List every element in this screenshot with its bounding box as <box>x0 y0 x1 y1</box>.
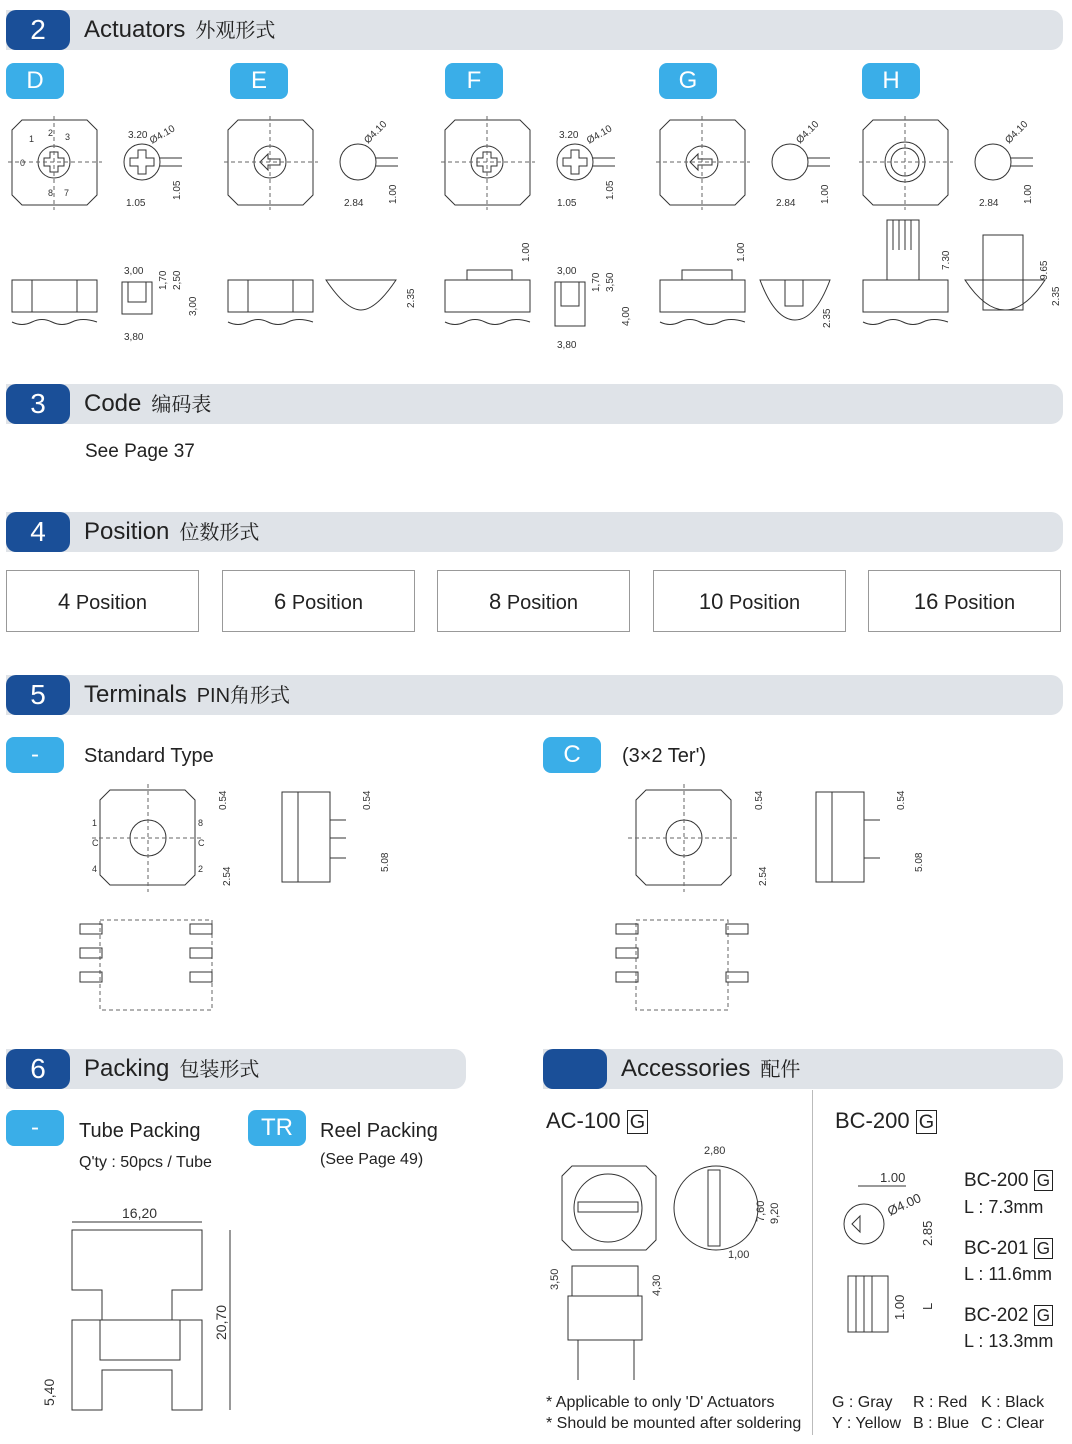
actuator-tag-h: H <box>862 63 920 99</box>
dial-digit: 8 <box>48 188 54 198</box>
dim-label: 3,00 <box>124 266 144 277</box>
dim-label: 0.54 <box>218 790 229 810</box>
pin-label: C <box>92 838 99 848</box>
dim-label: 3,50 <box>549 1268 561 1290</box>
bc-variant-201-length: L : 11.6mm <box>964 1264 1053 1284</box>
dim-label: 1.05 <box>172 180 183 200</box>
dim-label: 3.20 <box>559 130 579 141</box>
dim-label: 1.00 <box>880 1170 906 1185</box>
actuator-e-drawing <box>224 116 417 325</box>
dim-label: 1.00 <box>521 242 532 262</box>
packing-tag-tube: - <box>6 1110 64 1146</box>
dim-label: Ø4.10 <box>148 123 178 147</box>
section-title: Code 编码表 <box>84 390 212 417</box>
dim-label: 1.05 <box>126 198 146 209</box>
dim-label: 1.00 <box>892 1294 907 1320</box>
dim-label: 3.20 <box>128 130 148 141</box>
terminal-tag-c: C <box>543 737 601 773</box>
dim-label: 9.65 <box>1039 260 1050 280</box>
actuator-tag-e: E <box>230 63 288 99</box>
color-code: R : Red <box>913 1394 968 1411</box>
packing-note-tube: Q'ty : 50pcs / Tube <box>79 1154 212 1171</box>
dim-label: 1.00 <box>388 184 399 204</box>
dial-digit: 3 <box>65 132 71 142</box>
accessories-divider <box>812 1090 813 1435</box>
dim-label: 4,00 <box>621 306 632 326</box>
bc-variant-201: BC-201 G <box>964 1238 1053 1260</box>
dim-label: 1,00 <box>728 1249 750 1261</box>
color-code: Y : Yellow <box>832 1415 902 1432</box>
dim-label: 2.35 <box>822 308 833 328</box>
dial-digit: 1 <box>29 134 35 144</box>
position-option-16: 16 Position <box>868 570 1061 632</box>
terminal-c-drawing <box>616 784 925 1010</box>
bc-variant-202-length: L : 13.3mm <box>964 1331 1054 1351</box>
pin-label: 1 <box>92 818 98 828</box>
dim-label: 1.00 <box>736 242 747 262</box>
section-number: 6 <box>6 1049 70 1089</box>
actuator-drawings <box>0 110 1072 350</box>
actuator-d-drawing <box>8 116 199 343</box>
ac-drawing <box>546 1140 806 1390</box>
position-option-10: 10 Position <box>653 570 846 632</box>
section-number: 2 <box>6 10 70 50</box>
dim-label: 2.54 <box>222 866 233 886</box>
pin-label: 2 <box>198 864 204 874</box>
dim-label: 7.30 <box>941 250 952 270</box>
section-bar-packing <box>6 1049 466 1089</box>
section-bar-code <box>6 384 1063 424</box>
dim-label: 16,20 <box>122 1205 158 1221</box>
actuator-tag-f: F <box>445 63 503 99</box>
dim-label: 3,50 <box>605 272 616 292</box>
actuator-h-drawing <box>859 116 1062 325</box>
color-code: C : Clear <box>981 1415 1045 1432</box>
dim-label: 2,50 <box>172 270 183 290</box>
terminal-drawings <box>0 770 1072 1000</box>
dim-label: 1.00 <box>1023 184 1034 204</box>
section-bar-accessories <box>543 1049 1063 1089</box>
actuator-tag-g: G <box>659 63 717 99</box>
packing-note-reel: (See Page 49) <box>320 1151 424 1168</box>
dim-label: 7,60 <box>755 1200 767 1222</box>
terminal-standard-drawing <box>80 784 391 1010</box>
dim-label: 2,80 <box>704 1145 726 1157</box>
dim-label: 2.35 <box>406 288 417 308</box>
dim-label: 5.08 <box>914 852 925 872</box>
packing-label-tube: Tube Packing <box>79 1120 201 1142</box>
dim-label: 1.05 <box>605 180 616 200</box>
section-number: 5 <box>6 675 70 715</box>
ac-title: AC-100 G <box>546 1108 648 1134</box>
terminal-label-c: (3×2 Ter') <box>622 745 707 767</box>
dim-label: 2.84 <box>344 198 364 209</box>
dim-label: 0.54 <box>362 790 373 810</box>
dim-label: 2.84 <box>979 198 999 209</box>
section-number: 3 <box>6 384 70 424</box>
dim-label: 9,20 <box>769 1202 781 1224</box>
bc-variant-202: BC-202 G <box>964 1305 1053 1327</box>
position-option-4: 4 Position <box>6 570 199 632</box>
dim-label: 2.85 <box>920 1220 935 1246</box>
pin-label: C <box>198 838 205 848</box>
color-code: B : Blue <box>913 1415 970 1432</box>
dim-label: 1.00 <box>820 184 831 204</box>
actuator-g-drawing <box>656 116 833 328</box>
pin-label: 4 <box>92 864 98 874</box>
section-title: Accessories 配件 <box>621 1055 801 1082</box>
ac-note-1: * Applicable to only 'D' Actuators <box>546 1394 775 1411</box>
dim-label: Ø4.10 <box>585 123 615 147</box>
terminal-label-standard: Standard Type <box>84 745 214 767</box>
packing-tag-reel: TR <box>248 1110 306 1146</box>
pin-label: 8 <box>198 818 204 828</box>
dim-label: 2.84 <box>776 198 796 209</box>
dim-label: 3,00 <box>188 296 199 316</box>
tube-drawing <box>40 1200 280 1410</box>
dim-label: 3,80 <box>557 340 577 351</box>
section-title: Actuators 外观形式 <box>84 16 276 43</box>
section-title: Terminals PIN角形式 <box>84 681 291 708</box>
dial-digit: 2 <box>48 128 54 138</box>
position-option-8: 8 Position <box>437 570 630 632</box>
dim-label: 2.35 <box>1051 286 1062 306</box>
color-code: G : Gray <box>832 1394 893 1411</box>
dim-label: Ø4.10 <box>794 119 822 147</box>
dial-digit: 0 <box>20 158 26 168</box>
section-bar-actuators <box>6 10 1063 50</box>
dim-label: Ø4.10 <box>1003 119 1031 147</box>
dim-label: 20,70 <box>213 1304 229 1340</box>
dim-label: 0.54 <box>896 790 907 810</box>
dim-label: 0.54 <box>754 790 765 810</box>
bc-title: BC-200 G <box>835 1108 937 1134</box>
actuator-f-drawing <box>441 116 632 351</box>
dim-label: 4,30 <box>651 1274 663 1296</box>
dim-label: 3,00 <box>557 266 577 277</box>
dim-label: 2.54 <box>758 866 769 886</box>
dim-label: L <box>920 1302 935 1310</box>
section-title: Position 位数形式 <box>84 518 260 545</box>
dim-label: 1.05 <box>557 198 577 209</box>
section-bar-position <box>6 512 1063 552</box>
dim-label: 1,70 <box>591 272 602 292</box>
dial-digit: 7 <box>64 188 70 198</box>
section-number: 4 <box>6 512 70 552</box>
position-option-6: 6 Position <box>222 570 415 632</box>
section-number <box>543 1049 607 1089</box>
bc-variant-200: BC-200 G <box>964 1170 1053 1192</box>
color-code: K : Black <box>981 1394 1045 1411</box>
bc-variant-200-length: L : 7.3mm <box>964 1197 1044 1217</box>
ac-note-2: * Should be mounted after soldering <box>546 1415 802 1432</box>
dim-label: Ø4.00 <box>884 1190 924 1219</box>
section-bar-terminals <box>6 675 1063 715</box>
dim-label: 5,40 <box>41 1378 57 1406</box>
dim-label: 3,80 <box>124 332 144 343</box>
terminal-tag-standard: - <box>6 737 64 773</box>
dim-label: 5.08 <box>380 852 391 872</box>
code-note: See Page 37 <box>85 441 195 462</box>
section-title: Packing 包装形式 <box>84 1055 260 1082</box>
actuator-tag-d: D <box>6 63 64 99</box>
packing-label-reel: Reel Packing <box>320 1120 438 1142</box>
dim-label: 1,70 <box>158 270 169 290</box>
dim-label: Ø4.10 <box>362 119 390 147</box>
bc-drawing <box>834 1160 954 1360</box>
